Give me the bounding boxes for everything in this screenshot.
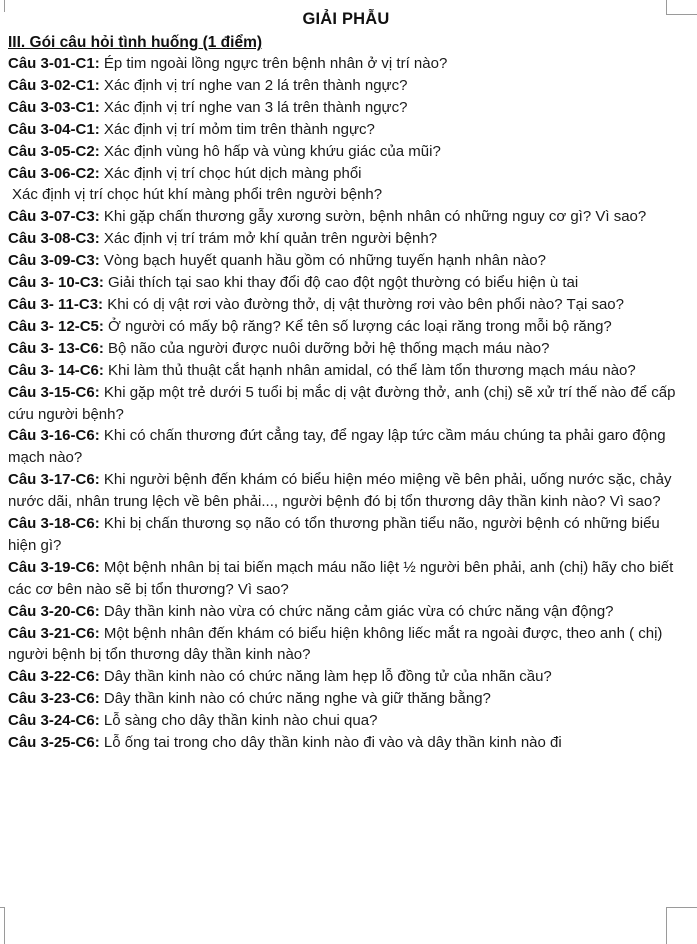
question-item <box>8 338 684 360</box>
question-text: Ép tim ngoài lồng ngực trên bệnh nhân ở vị trí nào? <box>99 55 448 72</box>
question-item <box>8 163 684 185</box>
question-item <box>8 469 684 513</box>
question-item <box>8 316 684 338</box>
document-page <box>8 6 684 754</box>
question-text: Khi gặp một trẻ dưới 5 tuổi bị mắc dị vật đường thở, anh (chị) sẽ xử trí thế nào để cấp cứu người bệnh? <box>8 383 676 423</box>
question-text: Dây thần kinh nào có chức năng nghe và giữ thăng bằng? <box>99 690 491 708</box>
question-text: Xác định vị trí mỏm tim trên thành ngực? <box>99 120 375 138</box>
question-code: Câu 3- 10-C3: <box>8 274 104 292</box>
question-code: Câu 3-22-C6: <box>8 668 100 686</box>
question-text: Vòng bạch huyết quanh hầu gồm có những tuyến hạnh nhân nào? <box>99 252 546 270</box>
question-item <box>8 272 684 294</box>
question-code: Câu 3-02-C1: <box>8 76 100 94</box>
question-text: Khi gặp chấn thương gẫy xương sườn, bệnh nhân có những nguy cơ gì? Vì sao? <box>99 208 647 226</box>
question-text: Khi người bệnh đến khám có biểu hiện méo miệng về bên phải, uống nước sặc, chảy nước dãi, nhân trung lệch về bên phải..., người bệnh đó bị tổn thương dây thần kinh nào? Vì sao? <box>8 471 672 511</box>
question-text: Xác định vị trí nghe van 3 lá trên thành ngực? <box>99 98 408 116</box>
question-item <box>8 513 684 557</box>
question-text: Khi có dị vật rơi vào đường thở, dị vật thường rơi vào bên phổi nào? Tại sao? <box>103 295 624 313</box>
question-item <box>8 360 684 382</box>
question-code: Câu 3-07-C3: <box>8 208 100 226</box>
question-text: Lỗ ống tai trong cho dây thần kinh nào đi vào và dây thần kinh nào đi <box>99 734 562 752</box>
question-text: Khi có chấn thương đứt cẳng tay, để ngay lập tức cầm máu chúng ta phải garo động mạch nào? <box>8 427 666 467</box>
question-text: Giải thích tại sao khi thay đổi độ cao đột ngột thường có biểu hiện ù tai <box>103 274 579 292</box>
question-item <box>8 557 684 601</box>
question-text: Xác định vị trí chọc hút dịch màng phổi <box>99 164 362 182</box>
question-code: Câu 3- 11-C3: <box>8 295 104 313</box>
question-code: Câu 3-20-C6: <box>8 602 100 620</box>
question-code: Câu 3- 13-C6: <box>8 339 104 357</box>
question-text: Dây thần kinh nào có chức năng làm hẹp lỗ đồng tử của nhãn cầu? <box>99 668 552 686</box>
question-text: Dây thần kinh nào vừa có chức năng cảm giác vừa có chức năng vận động? <box>99 602 614 620</box>
question-text: Khi làm thủ thuật cắt hạnh nhân amidal, có thể làm tổn thương mạch máu nào? <box>103 361 636 379</box>
scan-corner-top-left <box>0 0 5 12</box>
question-text: Một bệnh nhân bị tai biến mạch máu não liệt ½ người bên phải, anh (chị) hãy cho biết các cơ bên nào sẽ bị tổn thương? Vì sao? <box>8 558 674 598</box>
question-code: Câu 3-16-C6: <box>8 427 100 445</box>
question-text: Xác định vị trí chọc hút khí màng phổi trên người bệnh? <box>12 186 383 204</box>
question-code: Câu 3-19-C6: <box>8 558 100 576</box>
question-code: Câu 3-01-C1: <box>8 55 100 72</box>
question-item <box>8 601 684 623</box>
question-item <box>8 710 684 732</box>
question-code: Câu 3-18-C6: <box>8 515 100 533</box>
question-code: Câu 3-25-C6: <box>8 734 100 752</box>
question-item <box>8 119 684 141</box>
question-code: Câu 3-08-C3: <box>8 230 100 248</box>
question-list <box>8 53 684 754</box>
question-text: Ở người có mấy bộ răng? Kể tên số lượng các loại răng trong mỗi bộ răng? <box>103 317 612 335</box>
question-item <box>8 250 684 272</box>
question-text: Xác định vùng hô hấp và vùng khứu giác của mũi? <box>99 142 441 160</box>
scan-corner-bottom-right <box>666 907 697 944</box>
question-item <box>8 184 684 206</box>
question-item <box>8 688 684 710</box>
question-item <box>8 666 684 688</box>
question-text: Lỗ sàng cho dây thần kinh nào chui qua? <box>99 712 378 730</box>
question-code: Câu 3-03-C1: <box>8 98 100 116</box>
question-code: Câu 3-21-C6: <box>8 624 100 642</box>
question-text: Bộ não của người được nuôi dưỡng bởi hệ thống mạch máu nào? <box>103 339 550 357</box>
question-text: Xác định vị trí trám mở khí quản trên người bệnh? <box>99 230 438 248</box>
question-item <box>8 206 684 228</box>
question-code: Câu 3-09-C3: <box>8 252 100 270</box>
question-code: Câu 3-24-C6: <box>8 712 100 730</box>
question-text: Khi bị chấn thương sọ não có tổn thương phần tiểu não, người bệnh có những biểu hiện gì? <box>8 515 660 554</box>
question-item <box>8 623 684 667</box>
question-code: Câu 3- 14-C6: <box>8 361 104 379</box>
question-code: Câu 3-17-C6: <box>8 471 100 489</box>
question-code: Câu 3-23-C6: <box>8 690 100 708</box>
question-item <box>8 141 684 163</box>
section-heading: III. Gói câu hỏi tình huống (1 điểm) <box>8 34 263 51</box>
question-item <box>8 732 684 754</box>
scan-corner-bottom-left <box>0 907 5 944</box>
question-item <box>8 97 684 119</box>
question-code: Câu 3-05-C2: <box>8 142 100 160</box>
question-text: Xác định vị trí nghe van 2 lá trên thành ngực? <box>99 76 408 94</box>
question-item <box>8 294 684 316</box>
question-item <box>8 425 684 469</box>
question-code: Câu 3- 12-C5: <box>8 317 104 335</box>
question-item <box>8 53 684 75</box>
question-text: Một bệnh nhân đến khám có biểu hiện không liếc mắt ra ngoài được, theo anh ( chị) người bệnh bị tổn thương dây thần kinh nào? <box>8 624 663 664</box>
question-item <box>8 75 684 97</box>
question-code: Câu 3-06-C2: <box>8 164 100 182</box>
question-code: Câu 3-04-C1: <box>8 120 100 138</box>
question-code: Câu 3-15-C6: <box>8 383 100 401</box>
question-item <box>8 228 684 250</box>
question-item <box>8 382 684 426</box>
document-title: GIẢI PHẪU <box>302 10 390 28</box>
